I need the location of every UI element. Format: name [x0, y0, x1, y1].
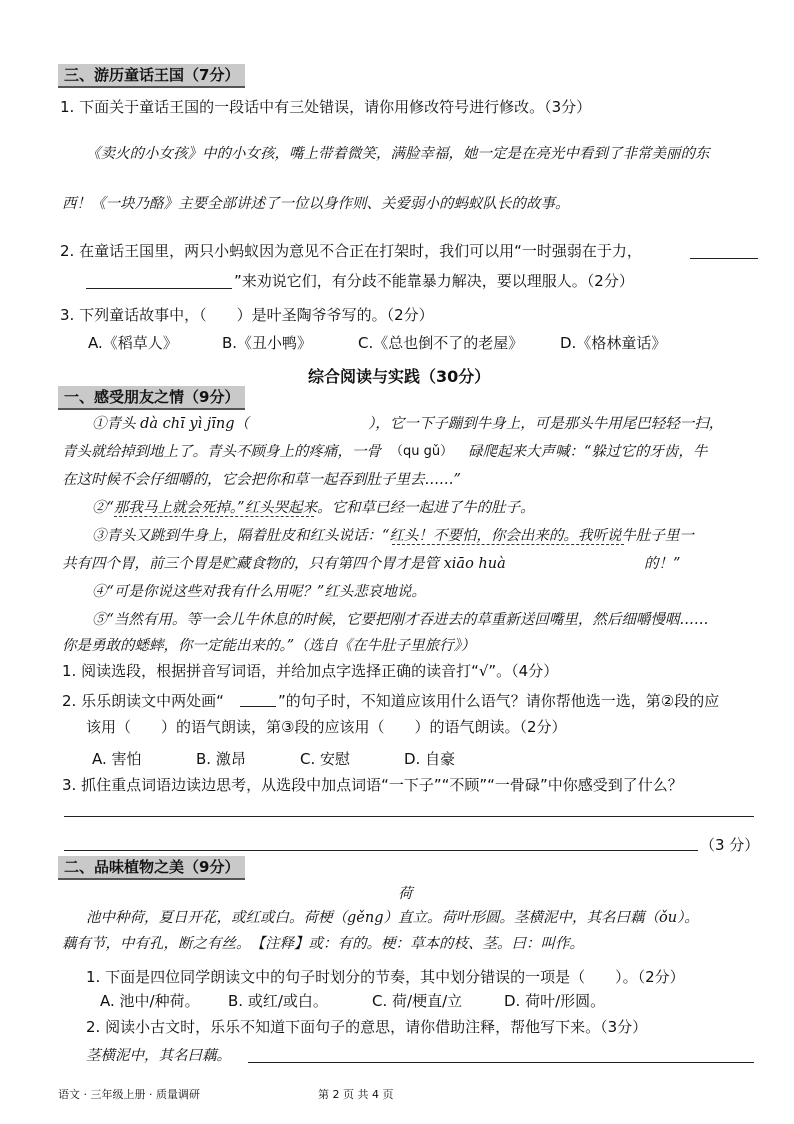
paragraph-1-a: ①青头 dà chī yì jīng（ [92, 416, 250, 432]
option-d: D. 荷叶/形圆。 [504, 992, 606, 1010]
option-a: A.《稻草人》 [88, 334, 178, 352]
question-1-1: 1. 阅读选段，根据拼音写词语，并给加点字选择正确的读音打“√”。（4分） [62, 662, 559, 680]
question-1-2-line1-a: 2. 乐乐朗读文中两处画“ [62, 692, 224, 710]
paragraph-2: ②“那我马上就会死掉。”红头哭起来。它和草已经一起进了牛的肚子。 [92, 500, 535, 516]
option-b: B. 或红/或白。 [228, 992, 328, 1010]
answer-line[interactable] [64, 816, 754, 817]
question-2-1: 1. 下面是四位同学朗读文中的句子时划分的节奏，其中划分错误的一项是（ ）。（2分） [86, 968, 685, 986]
option-d: D.《格林童话》 [560, 334, 667, 352]
footer-subject: 语文 · 三年级上册 · 质量调研 [58, 1088, 200, 1101]
question-3-2-line2: ”来劝说它们，有分歧不能靠暴力解决，要以理服人。（2分） [234, 272, 634, 290]
passage-line-2: 西！《一块乃酪》主要全部讲述了一位以身作则、关爱弱小的蚂蚁队长的故事。 [62, 196, 570, 212]
option-a: A. 池中/种荷。 [100, 992, 200, 1010]
main-heading: 综合阅读与实践（30分） [308, 367, 491, 386]
passage-line-1: 《卖火的小女孩》中的小女孩，嘴上带着微笑，满脸幸福，她一定是在亮光中看到了非常美丽的东 [86, 146, 710, 162]
question-3-3: 3. 下列童话故事中，（ ）是叶圣陶爷爷写的。（2分） [60, 306, 434, 324]
answer-blank[interactable] [690, 258, 758, 259]
option-d: D. 自豪 [404, 750, 456, 768]
paragraph-4: ④“可是你说这些对我有什么用呢？”红头悲哀地说。 [92, 584, 426, 600]
paragraph-5-line2: 你是勇敢的蟋蟀，你一定能出来的。”（选自《在牛肚子里旅行》） [62, 638, 476, 654]
question-1-3: 3. 抓住重点词语边读边思考，从选段中加点词语“一下子”“不顾”“一骨碌”中你感受到了什么？ [62, 776, 683, 794]
classical-text-line2: 藕有节，中有孔，断之有丝。 【注释】或：有的。梗：草本的枝、茎。曰：叫作。 [62, 936, 584, 952]
underline-sample [240, 706, 276, 707]
question-3-1: 1. 下面关于童话王国的一段话中有三处错误，请你用修改符号进行修改。（3分） [60, 98, 592, 116]
question-1-2-line1-b: ”的句子时，不知道应该用什么语气？请你帮他选一选，第②段的应 [278, 692, 720, 710]
paragraph-5-line1: ⑤“当然有用。等一会儿牛休息的时候，它要把刚才吞进去的草重新送回嘴里，然后细嚼慢咽…… [92, 612, 709, 628]
option-c: C. 荷/梗直/立 [372, 992, 463, 1010]
paragraph-1-line2-a: 青头就给掉到地上了。青头不顾身上的疼痛，一骨 [62, 444, 381, 460]
section-tag-plants: 二、品味植物之美（9分） [58, 856, 245, 880]
poem-title: 荷 [398, 886, 413, 902]
answer-line[interactable] [64, 850, 698, 851]
score-label: （3 分） [700, 836, 760, 854]
answer-line[interactable] [248, 1062, 754, 1063]
paragraph-3-line2-b: 的！” [644, 556, 681, 572]
section-tag-fairytale: 三、游历童话王国（7分） [58, 64, 245, 88]
option-b: B. 激昂 [196, 750, 246, 768]
paragraph-3-line1: ③青头又跳到牛身上，隔着肚皮和红头说话：“红头！不要怕，你会出来的。我听说牛肚子里一 [92, 528, 694, 544]
paragraph-1-line2-b: 碌爬起来大声喊：“躲过它的牙齿，牛 [468, 444, 708, 460]
underline-mark [114, 516, 314, 517]
answer-blank[interactable] [86, 288, 232, 289]
footer-page-number: 第 2 页 共 4 页 [318, 1088, 394, 1101]
option-b: B.《丑小鸭》 [222, 334, 313, 352]
pinyin-choice: （qu gǔ） [390, 444, 454, 459]
paragraph-1-line3: 在这时候不会仔细嚼的，它会把你和草一起吞到肚子里去……” [62, 472, 461, 488]
question-3-2-line1: 2. 在童话王国里，两只小蚂蚁因为意见不合正在打架时，我们可以用“一时强弱在于力， [60, 242, 642, 260]
paragraph-1-b: ），它一下子蹦到牛身上，可是那头牛用尾巴轻轻一扫， [368, 416, 724, 432]
classical-text-line1: 池中种荷，夏日开花，或红或白。荷梗（gěng）直立。荷叶形圆。茎横泥中，其名曰藕（ǒu）。 [86, 910, 699, 926]
translate-sentence: 茎横泥中，其名曰藕。 [86, 1048, 231, 1064]
option-c: C. 安慰 [300, 750, 351, 768]
option-c: C.《总也倒不了的老屋》 [358, 334, 524, 352]
question-1-2-line2: 该用（ ）的语气朗读，第③段的应该用（ ）的语气朗读。（2分） [86, 718, 567, 736]
underline-mark [392, 544, 624, 545]
section-tag-friendship: 一、感受朋友之情（9分） [58, 386, 245, 410]
paragraph-3-line2-a: 共有四个胃，前三个胃是贮藏食物的，只有第四个胃才是管 xiāo huà [62, 556, 506, 572]
question-2-2: 2. 阅读小古文时，乐乐不知道下面句子的意思，请你借助注释，帮他写下来。（3分） [86, 1018, 648, 1036]
option-a: A. 害怕 [92, 750, 142, 768]
